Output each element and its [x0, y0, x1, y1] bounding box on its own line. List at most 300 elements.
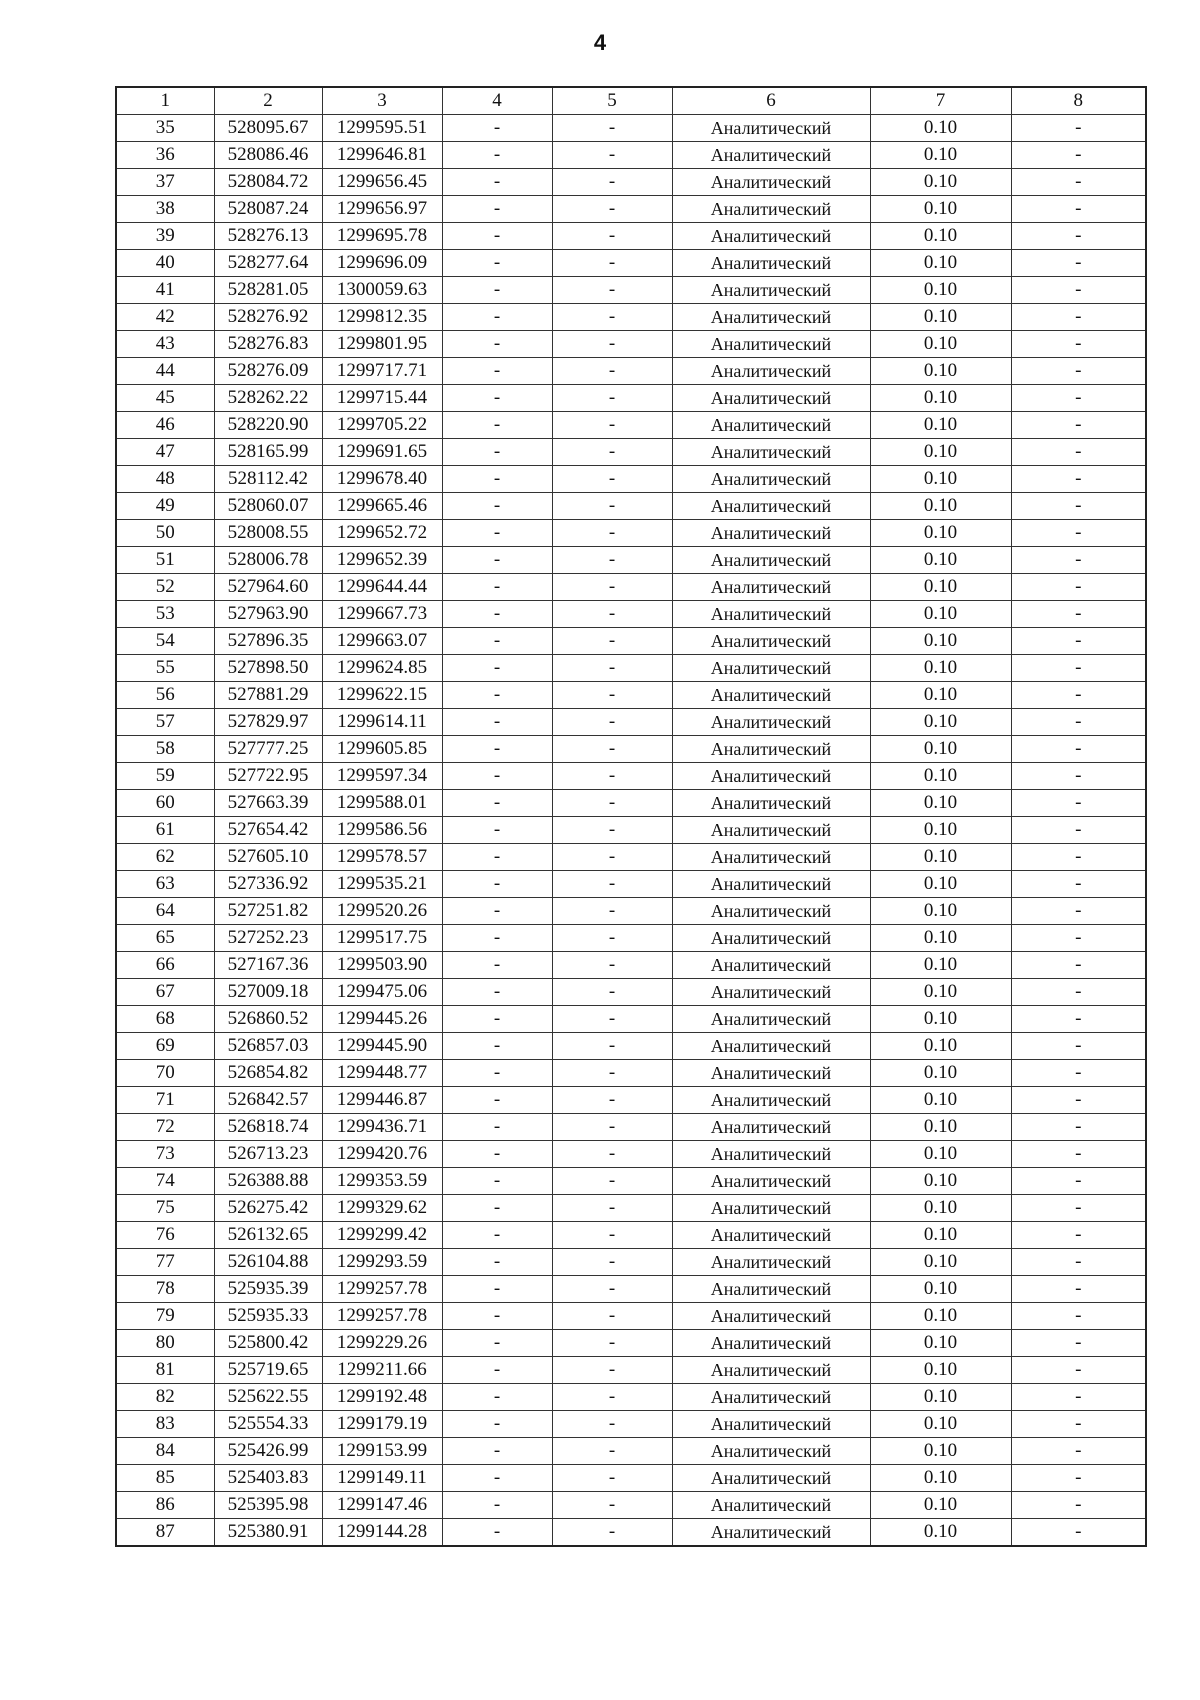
accuracy-cell: 0.10 [870, 493, 1011, 520]
point-number-cell: 77 [116, 1249, 214, 1276]
column-5-cell: - [552, 790, 672, 817]
method-cell: Аналитический [672, 898, 870, 925]
column-4-cell: - [442, 736, 552, 763]
method-cell: Аналитический [672, 844, 870, 871]
point-number-cell: 55 [116, 655, 214, 682]
table-row [116, 1438, 1146, 1465]
column-4-cell: - [442, 1087, 552, 1114]
y-coordinate-cell: 1299446.87 [322, 1087, 442, 1114]
column-5-cell: - [552, 142, 672, 169]
y-coordinate-cell: 1299614.11 [322, 709, 442, 736]
y-coordinate-cell: 1299812.35 [322, 304, 442, 331]
table-row [116, 250, 1146, 277]
column-8-cell: - [1011, 520, 1146, 547]
column-8-cell: - [1011, 439, 1146, 466]
column-4-cell: - [442, 250, 552, 277]
table-row [116, 1060, 1146, 1087]
method-cell: Аналитический [672, 1033, 870, 1060]
y-coordinate-cell: 1299503.90 [322, 952, 442, 979]
y-coordinate-cell: 1299144.28 [322, 1519, 442, 1547]
column-5-cell: - [552, 1519, 672, 1547]
y-coordinate-cell: 1299656.97 [322, 196, 442, 223]
y-coordinate-cell: 1299652.72 [322, 520, 442, 547]
column-5-cell: - [552, 601, 672, 628]
accuracy-cell: 0.10 [870, 412, 1011, 439]
column-4-cell: - [442, 1357, 552, 1384]
y-coordinate-cell: 1299293.59 [322, 1249, 442, 1276]
point-number-cell: 79 [116, 1303, 214, 1330]
method-cell: Аналитический [672, 277, 870, 304]
accuracy-cell: 0.10 [870, 1060, 1011, 1087]
column-8-cell: - [1011, 1303, 1146, 1330]
column-5-cell: - [552, 115, 672, 142]
column-8-cell: - [1011, 1033, 1146, 1060]
x-coordinate-cell: 526818.74 [214, 1114, 322, 1141]
accuracy-cell: 0.10 [870, 1357, 1011, 1384]
point-number-cell: 87 [116, 1519, 214, 1547]
column-8-cell: - [1011, 358, 1146, 385]
y-coordinate-cell: 1299715.44 [322, 385, 442, 412]
point-number-cell: 57 [116, 709, 214, 736]
point-number-cell: 66 [116, 952, 214, 979]
accuracy-cell: 0.10 [870, 817, 1011, 844]
accuracy-cell: 0.10 [870, 1492, 1011, 1519]
accuracy-cell: 0.10 [870, 682, 1011, 709]
table-row [116, 925, 1146, 952]
y-coordinate-cell: 1299179.19 [322, 1411, 442, 1438]
y-coordinate-cell: 1299586.56 [322, 817, 442, 844]
method-cell: Аналитический [672, 196, 870, 223]
column-4-cell: - [442, 385, 552, 412]
column-4-cell: - [442, 628, 552, 655]
column-8-cell: - [1011, 736, 1146, 763]
method-cell: Аналитический [672, 331, 870, 358]
x-coordinate-cell: 527251.82 [214, 898, 322, 925]
y-coordinate-cell: 1299717.71 [322, 358, 442, 385]
y-coordinate-cell: 1299588.01 [322, 790, 442, 817]
point-number-cell: 51 [116, 547, 214, 574]
x-coordinate-cell: 528276.92 [214, 304, 322, 331]
y-coordinate-cell: 1299696.09 [322, 250, 442, 277]
x-coordinate-cell: 528006.78 [214, 547, 322, 574]
table-row [116, 1465, 1146, 1492]
accuracy-cell: 0.10 [870, 763, 1011, 790]
method-cell: Аналитический [672, 817, 870, 844]
column-8-cell: - [1011, 817, 1146, 844]
table-row [116, 1276, 1146, 1303]
column-8-cell: - [1011, 655, 1146, 682]
column-4-cell: - [442, 709, 552, 736]
point-number-cell: 61 [116, 817, 214, 844]
point-number-cell: 73 [116, 1141, 214, 1168]
accuracy-cell: 0.10 [870, 1438, 1011, 1465]
table-row [116, 1330, 1146, 1357]
point-number-cell: 83 [116, 1411, 214, 1438]
x-coordinate-cell: 527829.97 [214, 709, 322, 736]
table-row [116, 1357, 1146, 1384]
x-coordinate-cell: 526860.52 [214, 1006, 322, 1033]
column-5-cell: - [552, 979, 672, 1006]
table-row [116, 1195, 1146, 1222]
x-coordinate-cell: 525403.83 [214, 1465, 322, 1492]
y-coordinate-cell: 1300059.63 [322, 277, 442, 304]
point-number-cell: 48 [116, 466, 214, 493]
table-row [116, 709, 1146, 736]
table-row [116, 790, 1146, 817]
point-number-cell: 35 [116, 115, 214, 142]
column-5-cell: - [552, 817, 672, 844]
table-row [116, 1141, 1146, 1168]
x-coordinate-cell: 527896.35 [214, 628, 322, 655]
point-number-cell: 62 [116, 844, 214, 871]
accuracy-cell: 0.10 [870, 439, 1011, 466]
table-row [116, 196, 1146, 223]
column-5-cell: - [552, 736, 672, 763]
table-row [116, 169, 1146, 196]
table-body [116, 115, 1146, 1547]
point-number-cell: 82 [116, 1384, 214, 1411]
y-coordinate-cell: 1299535.21 [322, 871, 442, 898]
x-coordinate-cell: 525622.55 [214, 1384, 322, 1411]
accuracy-cell: 0.10 [870, 331, 1011, 358]
method-cell: Аналитический [672, 412, 870, 439]
column-5-cell: - [552, 628, 672, 655]
accuracy-cell: 0.10 [870, 925, 1011, 952]
column-4-cell: - [442, 1303, 552, 1330]
method-cell: Аналитический [672, 142, 870, 169]
point-number-cell: 76 [116, 1222, 214, 1249]
column-8-cell: - [1011, 493, 1146, 520]
method-cell: Аналитический [672, 1060, 870, 1087]
column-4-cell: - [442, 1492, 552, 1519]
column-4-cell: - [442, 925, 552, 952]
column-8-cell: - [1011, 1438, 1146, 1465]
table-row [116, 439, 1146, 466]
point-number-cell: 54 [116, 628, 214, 655]
accuracy-cell: 0.10 [870, 250, 1011, 277]
column-4-cell: - [442, 1438, 552, 1465]
x-coordinate-cell: 528220.90 [214, 412, 322, 439]
y-coordinate-cell: 1299678.40 [322, 466, 442, 493]
method-cell: Аналитический [672, 520, 870, 547]
accuracy-cell: 0.10 [870, 142, 1011, 169]
column-5-cell: - [552, 925, 672, 952]
column-8-cell: - [1011, 871, 1146, 898]
method-cell: Аналитический [672, 736, 870, 763]
column-5-cell: - [552, 709, 672, 736]
method-cell: Аналитический [672, 1303, 870, 1330]
column-5-cell: - [552, 1195, 672, 1222]
column-8-cell: - [1011, 547, 1146, 574]
table-row [116, 547, 1146, 574]
y-coordinate-cell: 1299691.65 [322, 439, 442, 466]
table-row [116, 223, 1146, 250]
y-coordinate-cell: 1299622.15 [322, 682, 442, 709]
method-cell: Аналитический [672, 1330, 870, 1357]
column-8-cell: - [1011, 385, 1146, 412]
x-coordinate-cell: 528084.72 [214, 169, 322, 196]
column-4-cell: - [442, 358, 552, 385]
column-4-cell: - [442, 1114, 552, 1141]
column-8-cell: - [1011, 682, 1146, 709]
column-8-cell: - [1011, 412, 1146, 439]
x-coordinate-cell: 528276.09 [214, 358, 322, 385]
table-row [116, 952, 1146, 979]
column-4-cell: - [442, 817, 552, 844]
point-number-cell: 86 [116, 1492, 214, 1519]
table-row [116, 1384, 1146, 1411]
table-row [116, 331, 1146, 358]
column-4-cell: - [442, 547, 552, 574]
x-coordinate-cell: 528060.07 [214, 493, 322, 520]
accuracy-cell: 0.10 [870, 1195, 1011, 1222]
column-8-cell: - [1011, 1222, 1146, 1249]
method-cell: Аналитический [672, 169, 870, 196]
y-coordinate-cell: 1299517.75 [322, 925, 442, 952]
column-8-cell: - [1011, 1087, 1146, 1114]
x-coordinate-cell: 527654.42 [214, 817, 322, 844]
accuracy-cell: 0.10 [870, 385, 1011, 412]
method-cell: Аналитический [672, 1465, 870, 1492]
method-cell: Аналитический [672, 709, 870, 736]
accuracy-cell: 0.10 [870, 1033, 1011, 1060]
table-header-row [116, 87, 1146, 115]
column-8-cell: - [1011, 1141, 1146, 1168]
point-number-cell: 41 [116, 277, 214, 304]
x-coordinate-cell: 527964.60 [214, 574, 322, 601]
column-5-cell: - [552, 1465, 672, 1492]
column-8-cell: - [1011, 196, 1146, 223]
point-number-cell: 81 [116, 1357, 214, 1384]
column-4-cell: - [442, 952, 552, 979]
point-number-cell: 58 [116, 736, 214, 763]
accuracy-cell: 0.10 [870, 1249, 1011, 1276]
column-8-cell: - [1011, 574, 1146, 601]
column-8-cell: - [1011, 466, 1146, 493]
point-number-cell: 52 [116, 574, 214, 601]
table-row [116, 115, 1146, 142]
column-8-cell: - [1011, 790, 1146, 817]
accuracy-cell: 0.10 [870, 196, 1011, 223]
x-coordinate-cell: 527167.36 [214, 952, 322, 979]
column-5-cell: - [552, 952, 672, 979]
column-5-cell: - [552, 1249, 672, 1276]
table-row [116, 979, 1146, 1006]
accuracy-cell: 0.10 [870, 709, 1011, 736]
y-coordinate-cell: 1299597.34 [322, 763, 442, 790]
column-4-cell: - [442, 1033, 552, 1060]
y-coordinate-cell: 1299149.11 [322, 1465, 442, 1492]
method-cell: Аналитический [672, 979, 870, 1006]
method-cell: Аналитический [672, 250, 870, 277]
column-5-cell: - [552, 223, 672, 250]
y-coordinate-cell: 1299257.78 [322, 1303, 442, 1330]
method-cell: Аналитический [672, 493, 870, 520]
column-4-cell: - [442, 1465, 552, 1492]
accuracy-cell: 0.10 [870, 1411, 1011, 1438]
column-5-cell: - [552, 655, 672, 682]
column-5-cell: - [552, 1060, 672, 1087]
method-cell: Аналитический [672, 1411, 870, 1438]
column-8-cell: - [1011, 763, 1146, 790]
x-coordinate-cell: 525935.39 [214, 1276, 322, 1303]
table-row [116, 1519, 1146, 1547]
accuracy-cell: 0.10 [870, 223, 1011, 250]
x-coordinate-cell: 527663.39 [214, 790, 322, 817]
y-coordinate-cell: 1299801.95 [322, 331, 442, 358]
y-coordinate-cell: 1299520.26 [322, 898, 442, 925]
table-row [116, 277, 1146, 304]
table-row [116, 1114, 1146, 1141]
column-8-cell: - [1011, 1330, 1146, 1357]
column-8-cell: - [1011, 709, 1146, 736]
accuracy-cell: 0.10 [870, 1519, 1011, 1547]
accuracy-cell: 0.10 [870, 547, 1011, 574]
point-number-cell: 56 [116, 682, 214, 709]
column-5-cell: - [552, 1141, 672, 1168]
method-cell: Аналитический [672, 385, 870, 412]
column-4-cell: - [442, 763, 552, 790]
column-header-3: 3 [322, 87, 442, 115]
accuracy-cell: 0.10 [870, 898, 1011, 925]
method-cell: Аналитический [672, 466, 870, 493]
y-coordinate-cell: 1299299.42 [322, 1222, 442, 1249]
accuracy-cell: 0.10 [870, 790, 1011, 817]
column-5-cell: - [552, 547, 672, 574]
table-row [116, 817, 1146, 844]
method-cell: Аналитический [672, 952, 870, 979]
point-number-cell: 44 [116, 358, 214, 385]
x-coordinate-cell: 525935.33 [214, 1303, 322, 1330]
accuracy-cell: 0.10 [870, 1330, 1011, 1357]
column-8-cell: - [1011, 277, 1146, 304]
method-cell: Аналитический [672, 1519, 870, 1547]
x-coordinate-cell: 527252.23 [214, 925, 322, 952]
column-8-cell: - [1011, 952, 1146, 979]
column-8-cell: - [1011, 1249, 1146, 1276]
point-number-cell: 65 [116, 925, 214, 952]
column-4-cell: - [442, 1168, 552, 1195]
accuracy-cell: 0.10 [870, 601, 1011, 628]
column-5-cell: - [552, 1168, 672, 1195]
x-coordinate-cell: 527009.18 [214, 979, 322, 1006]
column-4-cell: - [442, 898, 552, 925]
table-row [116, 1411, 1146, 1438]
table-row [116, 898, 1146, 925]
table-row [116, 142, 1146, 169]
point-number-cell: 49 [116, 493, 214, 520]
table-row [116, 736, 1146, 763]
column-4-cell: - [442, 115, 552, 142]
y-coordinate-cell: 1299436.71 [322, 1114, 442, 1141]
table-row [116, 466, 1146, 493]
y-coordinate-cell: 1299646.81 [322, 142, 442, 169]
column-5-cell: - [552, 844, 672, 871]
point-number-cell: 67 [116, 979, 214, 1006]
accuracy-cell: 0.10 [870, 952, 1011, 979]
column-8-cell: - [1011, 142, 1146, 169]
column-5-cell: - [552, 385, 672, 412]
x-coordinate-cell: 528095.67 [214, 115, 322, 142]
column-8-cell: - [1011, 979, 1146, 1006]
column-8-cell: - [1011, 628, 1146, 655]
column-4-cell: - [442, 142, 552, 169]
column-4-cell: - [442, 1141, 552, 1168]
column-4-cell: - [442, 1222, 552, 1249]
column-5-cell: - [552, 277, 672, 304]
x-coordinate-cell: 526854.82 [214, 1060, 322, 1087]
x-coordinate-cell: 528276.13 [214, 223, 322, 250]
column-4-cell: - [442, 655, 552, 682]
column-4-cell: - [442, 331, 552, 358]
column-5-cell: - [552, 1303, 672, 1330]
column-5-cell: - [552, 1438, 672, 1465]
column-8-cell: - [1011, 115, 1146, 142]
point-number-cell: 85 [116, 1465, 214, 1492]
column-8-cell: - [1011, 304, 1146, 331]
point-number-cell: 75 [116, 1195, 214, 1222]
column-4-cell: - [442, 682, 552, 709]
column-4-cell: - [442, 1006, 552, 1033]
point-number-cell: 84 [116, 1438, 214, 1465]
y-coordinate-cell: 1299695.78 [322, 223, 442, 250]
column-5-cell: - [552, 574, 672, 601]
x-coordinate-cell: 527605.10 [214, 844, 322, 871]
column-5-cell: - [552, 493, 672, 520]
column-4-cell: - [442, 574, 552, 601]
y-coordinate-cell: 1299147.46 [322, 1492, 442, 1519]
x-coordinate-cell: 525395.98 [214, 1492, 322, 1519]
column-4-cell: - [442, 223, 552, 250]
table-row [116, 574, 1146, 601]
method-cell: Аналитический [672, 1384, 870, 1411]
method-cell: Аналитический [672, 1195, 870, 1222]
point-number-cell: 40 [116, 250, 214, 277]
method-cell: Аналитический [672, 1168, 870, 1195]
column-8-cell: - [1011, 1114, 1146, 1141]
accuracy-cell: 0.10 [870, 736, 1011, 763]
x-coordinate-cell: 526388.88 [214, 1168, 322, 1195]
x-coordinate-cell: 525380.91 [214, 1519, 322, 1547]
table-row [116, 358, 1146, 385]
method-cell: Аналитический [672, 790, 870, 817]
column-header-7: 7 [870, 87, 1011, 115]
x-coordinate-cell: 526713.23 [214, 1141, 322, 1168]
table-row [116, 385, 1146, 412]
y-coordinate-cell: 1299153.99 [322, 1438, 442, 1465]
column-8-cell: - [1011, 898, 1146, 925]
column-5-cell: - [552, 1114, 672, 1141]
column-header-5: 5 [552, 87, 672, 115]
y-coordinate-cell: 1299652.39 [322, 547, 442, 574]
y-coordinate-cell: 1299663.07 [322, 628, 442, 655]
table-row [116, 1249, 1146, 1276]
x-coordinate-cell: 528165.99 [214, 439, 322, 466]
table-row [116, 844, 1146, 871]
point-number-cell: 47 [116, 439, 214, 466]
method-cell: Аналитический [672, 925, 870, 952]
accuracy-cell: 0.10 [870, 1141, 1011, 1168]
accuracy-cell: 0.10 [870, 1087, 1011, 1114]
x-coordinate-cell: 527777.25 [214, 736, 322, 763]
table-row [116, 601, 1146, 628]
column-8-cell: - [1011, 1519, 1146, 1547]
x-coordinate-cell: 527336.92 [214, 871, 322, 898]
accuracy-cell: 0.10 [870, 1303, 1011, 1330]
point-number-cell: 38 [116, 196, 214, 223]
y-coordinate-cell: 1299667.73 [322, 601, 442, 628]
point-number-cell: 80 [116, 1330, 214, 1357]
